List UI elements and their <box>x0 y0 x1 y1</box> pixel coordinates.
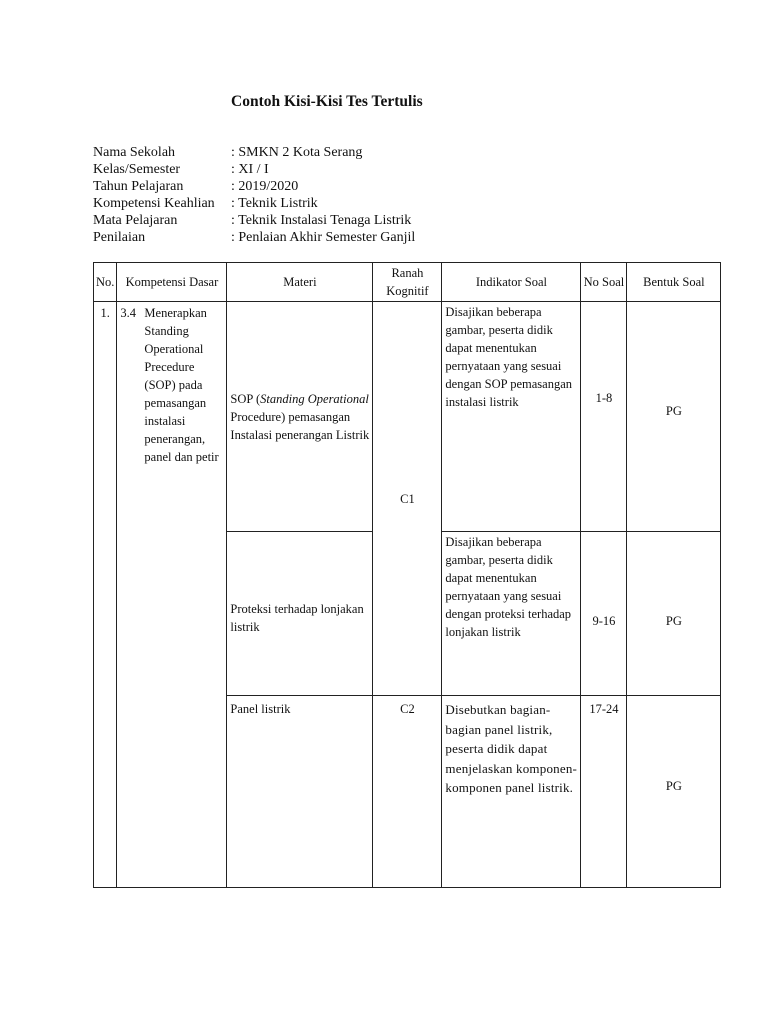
header-indikator: Indikator Soal <box>442 263 581 302</box>
kompetensi-dasar-cell <box>117 302 227 888</box>
meta-value: : Teknik Instalasi Tenaga Listrik <box>231 213 412 228</box>
meta-label: Kompetensi Keahlian <box>93 196 215 211</box>
header-no-soal: No Soal <box>581 263 627 302</box>
ranah-cell: C1 <box>373 302 442 696</box>
meta-row-assessment <box>93 229 415 246</box>
meta-label: Tahun Pelajaran <box>93 179 184 194</box>
meta-label: Nama Sekolah <box>93 145 176 160</box>
header-bentuk: Bentuk Soal <box>627 263 721 302</box>
table-row <box>94 302 721 532</box>
header-ranah: Ranah Kognitif <box>373 263 442 302</box>
meta-row-year <box>93 178 415 195</box>
meta-value: : Penlaian Akhir Semester Ganjil <box>231 230 416 245</box>
bentuk-soal-cell: PG <box>627 302 721 532</box>
document-title: Contoh Kisi-Kisi Tes Tertulis <box>231 93 423 110</box>
indikator-cell: Disajikan beberapa gambar, peserta didik dapat menentukan pernyataan yang sesuai dengan proteksi terhadap lonjakan listrik <box>442 532 581 696</box>
indikator-cell: Disajikan beberapa gambar, peserta didik dapat menentukan pernyataan yang sesuai dengan SOP pemasangan instalasi listrik <box>442 302 581 532</box>
meta-value: : Teknik Listrik <box>231 196 318 211</box>
bentuk-soal-cell: PG <box>627 696 721 888</box>
meta-row-school <box>93 144 415 161</box>
meta-label: Penilaian <box>93 230 146 245</box>
materi-cell: Proteksi terhadap lonjakan listrik <box>227 532 373 696</box>
meta-label: Mata Pelajaran <box>93 213 178 228</box>
materi-italic: Standing Operational <box>260 391 369 406</box>
meta-value: : SMKN 2 Kota Serang <box>231 145 363 160</box>
no-soal-cell: 1-8 <box>581 302 627 532</box>
meta-value: : XI / I <box>231 162 269 177</box>
no-soal-cell: 17-24 <box>581 696 627 888</box>
kd-text: Menerapkan Standing Operational Precedure (SOP) pada pemasangan instalasi penerangan, panel dan petir <box>144 306 219 464</box>
indikator-cell: Disebutkan bagian-bagian panel listrik, peserta didik dapat menjelaskan komponen-komponen panel listrik. <box>442 696 581 888</box>
materi-text: SOP ( <box>230 391 261 406</box>
materi-text: Procedure) pemasangan Instalasi penerangan Listrik <box>230 409 370 442</box>
table-header-row <box>94 263 721 302</box>
meta-row-subject <box>93 212 415 229</box>
ranah-cell: C2 <box>373 696 442 888</box>
meta-row-competency <box>93 195 415 212</box>
materi-cell <box>227 302 373 532</box>
header-kompetensi: Kompetensi Dasar <box>117 263 227 302</box>
meta-value: : 2019/2020 <box>231 179 299 194</box>
header-materi: Materi <box>227 263 373 302</box>
grid-table <box>93 262 721 888</box>
header-no: No. <box>94 263 117 302</box>
materi-cell: Panel listrik <box>227 696 373 888</box>
kd-code: 3.4 <box>120 306 137 320</box>
bentuk-soal-cell: PG <box>627 532 721 696</box>
meta-row-class <box>93 161 415 178</box>
document-meta <box>93 144 415 246</box>
meta-label: Kelas/Semester <box>93 162 181 177</box>
no-soal-cell: 9-16 <box>581 532 627 696</box>
row-number: 1. <box>94 302 117 888</box>
